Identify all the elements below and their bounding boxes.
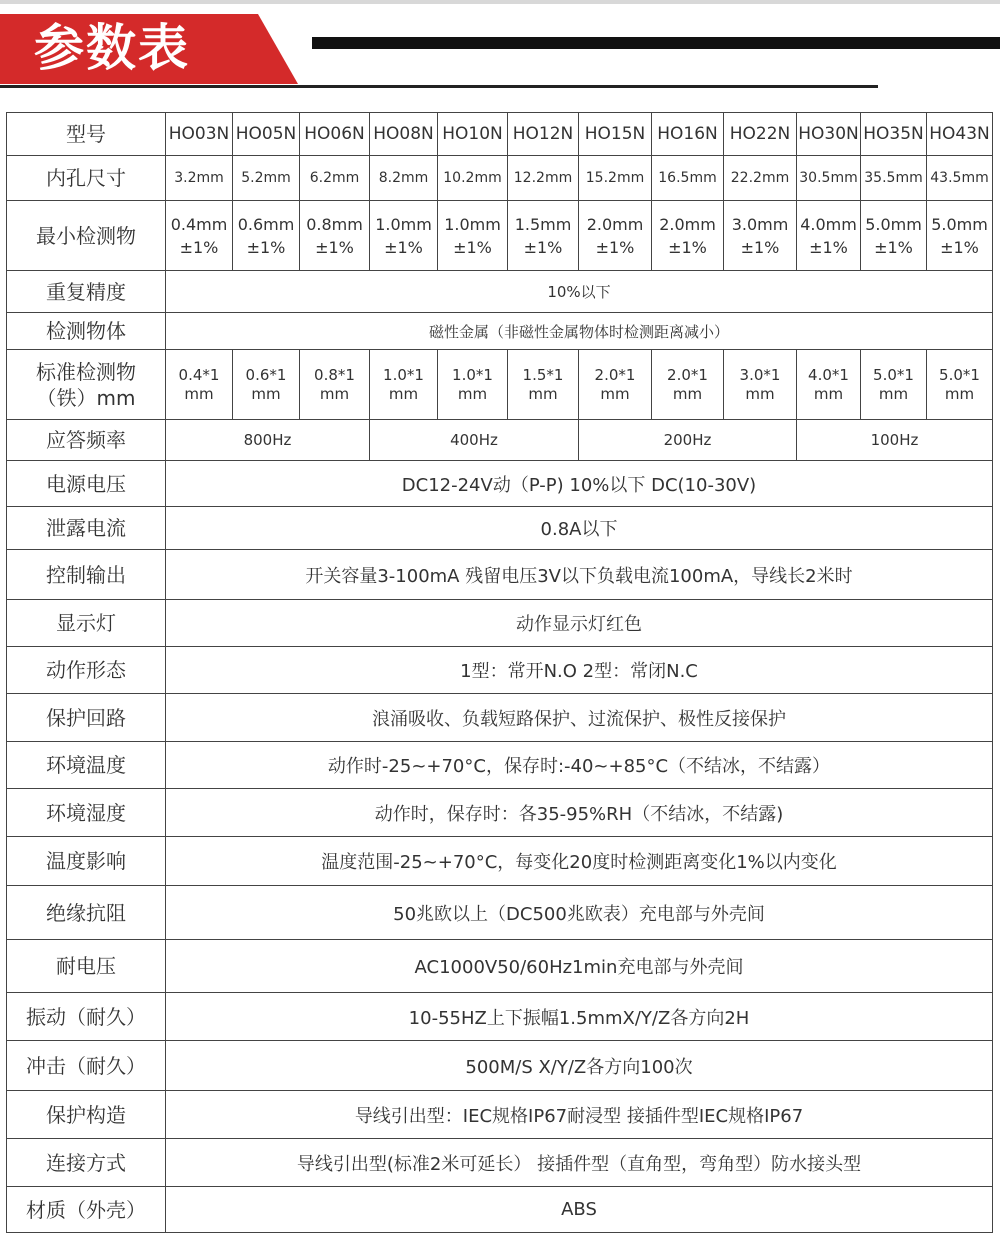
min-detect-value: 1.5mm	[514, 214, 572, 234]
row-label: 显示灯	[7, 600, 166, 647]
unit: mm	[184, 384, 214, 403]
row-voltage	[7, 461, 993, 507]
tolerance: ±1%	[179, 237, 219, 257]
temp-effect-value: 温度范围-25~+70°C，每变化20度时检测距离变化1%以内变化	[166, 837, 993, 886]
model-cell: HO12N	[508, 113, 579, 156]
row-label: 动作形态	[7, 647, 166, 694]
min-detect-cell	[370, 201, 438, 271]
std-object-cell	[579, 350, 652, 420]
min-detect-cell	[579, 201, 652, 271]
row-label: 耐电压	[7, 940, 166, 993]
unit: mm	[944, 384, 975, 403]
material-value: ABS	[166, 1187, 993, 1233]
min-detect-value: 1.0mm	[444, 214, 501, 234]
humidity-value: 动作时，保存时：各35-95%RH（不结冰，不结露)	[166, 789, 993, 837]
tolerance: ±1%	[595, 237, 635, 257]
row-label: 泄露电流	[7, 507, 166, 550]
bore-cell: 16.5mm	[652, 156, 724, 201]
row-label	[7, 350, 166, 420]
row-label: 内孔尺寸	[7, 156, 166, 201]
std-object-value: 1.5*1	[522, 365, 564, 384]
std-object-value: 3.0*1	[739, 365, 781, 384]
row-material	[7, 1187, 993, 1233]
min-detect-value: 2.0mm	[659, 214, 716, 234]
protect-value: 浪涌吸收、负载短路保护、过流保护、极性反接保护	[166, 694, 993, 742]
std-object-cell	[508, 350, 579, 420]
structure-value: 导线引出型：IEC规格IP67耐浸型 接插件型IEC规格IP67	[166, 1091, 993, 1139]
std-object-value: 1.0*1	[383, 365, 424, 384]
std-object-cell	[861, 350, 927, 420]
row-shock	[7, 1041, 993, 1091]
page-title: 参数表	[34, 19, 190, 77]
header-bar	[312, 37, 1000, 49]
unit: mm	[528, 384, 558, 403]
std-object-cell	[927, 350, 993, 420]
row-vibration	[7, 993, 993, 1041]
bore-cell: 15.2mm	[579, 156, 652, 201]
row-label: 冲击（耐久）	[7, 1041, 166, 1091]
row-label: 温度影响	[7, 837, 166, 886]
top-divider	[0, 0, 1000, 4]
bore-cell: 22.2mm	[724, 156, 797, 201]
row-label: 绝缘抗阻	[7, 886, 166, 940]
title-banner	[0, 14, 300, 84]
min-detect-cell	[652, 201, 724, 271]
row-label: 连接方式	[7, 1139, 166, 1187]
indicator-value: 动作显示灯红色	[166, 600, 993, 647]
std-object-value: 4.0*1	[808, 365, 849, 384]
std-object-value: 2.0*1	[594, 365, 636, 384]
object-value: 磁性金属（非磁性金属物体时检测距离减小）	[166, 313, 993, 350]
row-humidity	[7, 789, 993, 837]
std-object-cell	[233, 350, 300, 420]
row-frequency	[7, 420, 993, 461]
std-object-cell	[166, 350, 233, 420]
bore-cell: 30.5mm	[797, 156, 861, 201]
std-object-value: 0.6*1	[245, 365, 287, 384]
row-protect	[7, 694, 993, 742]
model-cell: HO05N	[233, 113, 300, 156]
bore-cell: 35.5mm	[861, 156, 927, 201]
frequency-cell: 400Hz	[370, 420, 579, 461]
label-line: （铁）mm	[36, 385, 136, 410]
temperature-value: 动作时-25~+70°C，保存时:-40~+85°C（不结冰，不结露）	[166, 742, 993, 789]
tolerance: ±1%	[315, 237, 354, 257]
row-connection	[7, 1139, 993, 1187]
header-underline	[0, 85, 878, 88]
row-std-object	[7, 350, 993, 420]
bore-cell: 6.2mm	[300, 156, 370, 201]
unit: mm	[388, 384, 419, 403]
tolerance: ±1%	[246, 237, 286, 257]
model-cell: HO30N	[797, 113, 861, 156]
std-object-cell	[370, 350, 438, 420]
row-label: 环境湿度	[7, 789, 166, 837]
row-temperature	[7, 742, 993, 789]
row-label: 重复精度	[7, 271, 166, 313]
min-detect-value: 5.0mm	[865, 214, 922, 234]
std-object-value: 5.0*1	[939, 365, 980, 384]
row-label: 环境温度	[7, 742, 166, 789]
row-bore	[7, 156, 993, 201]
std-object-cell	[724, 350, 797, 420]
row-label: 振动（耐久）	[7, 993, 166, 1041]
model-cell: HO22N	[724, 113, 797, 156]
unit: mm	[813, 384, 844, 403]
frequency-cell: 200Hz	[579, 420, 797, 461]
min-detect-cell	[438, 201, 508, 271]
model-cell: HO06N	[300, 113, 370, 156]
unit: mm	[319, 384, 350, 403]
min-detect-value: 0.8mm	[306, 214, 363, 234]
std-object-value: 5.0*1	[873, 365, 914, 384]
mode-value: 1型：常开N.O 2型：常闭N.C	[166, 647, 993, 694]
row-mode	[7, 647, 993, 694]
model-cell: HO03N	[166, 113, 233, 156]
min-detect-cell	[724, 201, 797, 271]
tolerance: ±1%	[523, 237, 563, 257]
bore-cell: 43.5mm	[927, 156, 993, 201]
tolerance: ±1%	[384, 237, 423, 257]
std-object-value: 1.0*1	[452, 365, 493, 384]
vibration-value: 10-55HZ上下振幅1.5mmX/Y/Z各方向2H	[166, 993, 993, 1041]
spec-table	[6, 112, 993, 1233]
label-line: 标准检测物	[36, 359, 136, 384]
row-structure	[7, 1091, 993, 1139]
min-detect-cell	[300, 201, 370, 271]
std-object-value: 2.0*1	[667, 365, 708, 384]
std-object-cell	[797, 350, 861, 420]
unit: mm	[878, 384, 909, 403]
model-cell: HO10N	[438, 113, 508, 156]
row-label: 控制输出	[7, 550, 166, 600]
tolerance: ±1%	[668, 237, 707, 257]
row-label: 型号	[7, 113, 166, 156]
row-label: 保护回路	[7, 694, 166, 742]
row-label: 保护构造	[7, 1091, 166, 1139]
min-detect-cell	[508, 201, 579, 271]
std-object-cell	[652, 350, 724, 420]
row-label: 材质（外壳）	[7, 1187, 166, 1233]
unit: mm	[745, 384, 775, 403]
frequency-cell: 100Hz	[797, 420, 993, 461]
row-leak	[7, 507, 993, 550]
row-label: 检测物体	[7, 313, 166, 350]
unit: mm	[251, 384, 281, 403]
std-object-value: 0.4*1	[178, 365, 220, 384]
row-label: 应答频率	[7, 420, 166, 461]
min-detect-value: 0.4mm	[170, 214, 228, 234]
model-cell: HO35N	[861, 113, 927, 156]
std-object-cell	[438, 350, 508, 420]
tolerance: ±1%	[453, 237, 492, 257]
std-object-cell	[300, 350, 370, 420]
voltage-value: DC12-24V动（P-P) 10%以下 DC(10-30V)	[166, 461, 993, 507]
bore-cell: 5.2mm	[233, 156, 300, 201]
model-cell: HO08N	[370, 113, 438, 156]
tolerance: ±1%	[740, 237, 780, 257]
min-detect-value: 1.0mm	[375, 214, 432, 234]
row-indicator	[7, 600, 993, 647]
row-model	[7, 113, 993, 156]
bore-cell: 12.2mm	[508, 156, 579, 201]
row-object	[7, 313, 993, 350]
bore-cell: 8.2mm	[370, 156, 438, 201]
row-insulation	[7, 886, 993, 940]
tolerance: ±1%	[874, 237, 913, 257]
row-min-detect	[7, 201, 993, 271]
insulation-value: 50兆欧以上（DC500兆欧表）充电部与外壳间	[166, 886, 993, 940]
min-detect-value: 3.0mm	[731, 214, 789, 234]
min-detect-value: 0.6mm	[237, 214, 295, 234]
row-output	[7, 550, 993, 600]
row-label: 电源电压	[7, 461, 166, 507]
frequency-cell: 800Hz	[166, 420, 370, 461]
row-temp-effect	[7, 837, 993, 886]
min-detect-cell	[861, 201, 927, 271]
min-detect-value: 2.0mm	[586, 214, 644, 234]
unit: mm	[600, 384, 630, 403]
min-detect-value: 4.0mm	[800, 214, 857, 234]
model-cell: HO15N	[579, 113, 652, 156]
bore-cell: 10.2mm	[438, 156, 508, 201]
min-detect-cell	[166, 201, 233, 271]
min-detect-cell	[927, 201, 993, 271]
leak-value: 0.8A以下	[166, 507, 993, 550]
connection-value: 导线引出型(标准2米可延长） 接插件型（直角型，弯角型）防水接头型	[166, 1139, 993, 1187]
min-detect-value: 5.0mm	[931, 214, 988, 234]
row-label: 最小检测物	[7, 201, 166, 271]
shock-value: 500M/S X/Y/Z各方向100次	[166, 1041, 993, 1091]
bore-cell: 3.2mm	[166, 156, 233, 201]
row-withstand	[7, 940, 993, 993]
std-object-value: 0.8*1	[314, 365, 355, 384]
withstand-value: AC1000V50/60Hz1min充电部与外壳间	[166, 940, 993, 993]
unit: mm	[672, 384, 703, 403]
model-cell: HO43N	[927, 113, 993, 156]
unit: mm	[457, 384, 488, 403]
tolerance: ±1%	[809, 237, 848, 257]
output-value: 开关容量3-100mA 残留电压3V以下负载电流100mA，导线长2米时	[166, 550, 993, 600]
min-detect-cell	[233, 201, 300, 271]
tolerance: ±1%	[940, 237, 979, 257]
repeat-value: 10%以下	[166, 271, 993, 313]
model-cell: HO16N	[652, 113, 724, 156]
min-detect-cell	[797, 201, 861, 271]
row-repeat	[7, 271, 993, 313]
